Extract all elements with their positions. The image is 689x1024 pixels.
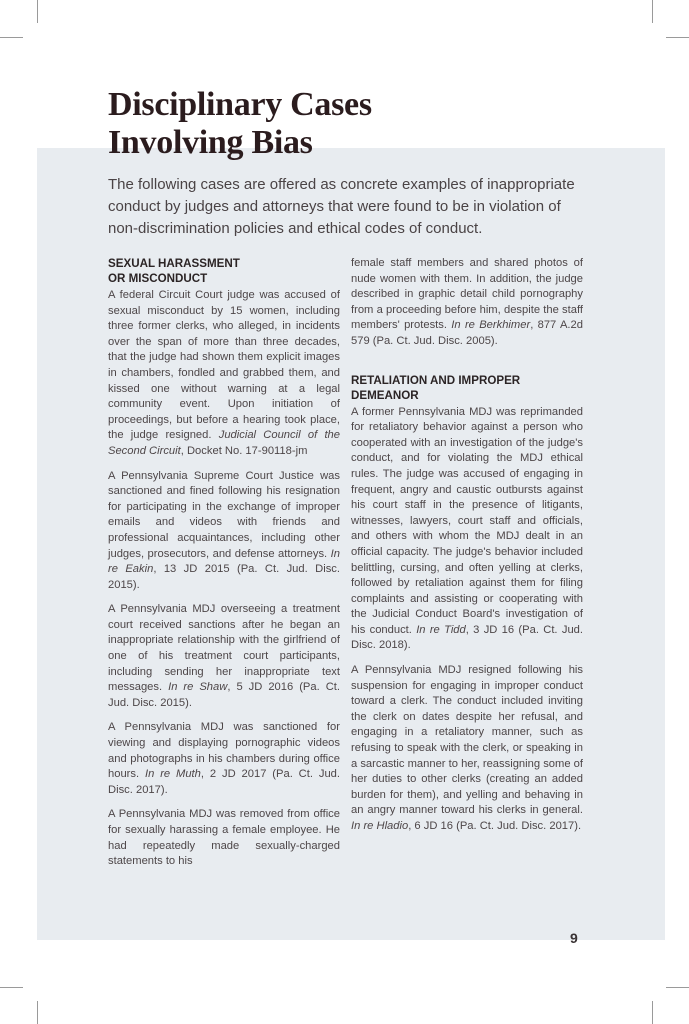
heading-line: SEXUAL HARASSMENT — [108, 257, 240, 270]
case-citation: In re Hladio — [351, 820, 409, 832]
left-column — [108, 256, 340, 879]
crop-mark — [0, 37, 23, 38]
heading-line: RETALIATION AND IMPROPER — [351, 373, 521, 387]
case-citation-detail: , 13 JD 2015 (Pa. Ct. Jud. Disc. 2015). — [108, 563, 340, 591]
case-paragraph — [108, 602, 340, 711]
page-number: 9 — [570, 930, 578, 946]
case-text: A Pennsylvania MDJ was sanctioned for viewing and displaying pornographic videos and photographs in his chambers during office hours. — [108, 721, 340, 781]
section-heading-retaliation — [351, 373, 583, 403]
crop-mark — [0, 987, 23, 988]
case-paragraph-continuation — [351, 256, 583, 350]
case-citation: In re Berkhimer — [451, 319, 531, 332]
crop-mark — [37, 0, 38, 23]
case-citation: In re Shaw — [168, 681, 228, 694]
crop-mark — [652, 0, 653, 23]
title-line: Disciplinary Cases — [108, 86, 372, 123]
case-text: A federal Circuit Court judge was accused of sexual misconduct by 15 women, including three former clerks, who alleged, in incidents over the span of more than three decades, that the judge had shown them explicit images in chambers, fondled and grabbed them, and kissed one without warning at a legal community event. Upon initiation of proceedings, but before a hearing took place, the judge resigned. — [108, 289, 340, 442]
title-line: Involving Bias — [108, 124, 313, 161]
case-paragraph — [351, 405, 583, 655]
case-citation: In re Tidd — [416, 623, 466, 636]
crop-mark — [666, 37, 689, 38]
crop-mark — [666, 987, 689, 988]
case-text: A Pennsylvania MDJ was removed from office for sexually harassing a female employee. He had repeatedly made sexually-charged statements to his — [108, 808, 340, 868]
case-paragraph-continued — [108, 807, 340, 869]
case-citation-detail: , 3 JD 16 (Pa. Ct. Jud. Disc. 2018). — [351, 623, 583, 652]
right-column — [351, 256, 583, 844]
section-heading-sexual-harassment — [108, 256, 340, 286]
crop-mark — [652, 1001, 653, 1024]
intro-paragraph: The following cases are offered as concrete examples of inappropriate conduct by judges and attorneys that were found to be in violation of non-discrimination policies and ethical codes of conduct. — [108, 176, 575, 237]
case-paragraph — [108, 469, 340, 594]
heading-line: OR MISCONDUCT — [108, 272, 208, 285]
case-text: female staff members and shared photos of nude women with them. In addition, the judge described in graphic detail child pornography from a proceeding before him, despite the staff members' protests. — [351, 257, 583, 332]
case-paragraph — [351, 663, 583, 835]
case-citation: Judicial Council of the Second Circuit — [108, 429, 340, 457]
case-text: A former Pennsylvania MDJ was reprimanded for retaliatory behavior against a person who cooperated with an investigation of the judge's conduct, and for violating the MDJ ethical rules. The judge was accused of engaging in frequent, angry and caustic outbursts against his court staff in the presence of litigants, witnesses, lawyers, court staff and officials, and others with whom the MDJ dealt in an official capacity. The judge's behavior included belittling, cursing, and often yelling at clerks, followed by retaliation against them for filing complaints and assisting or cooperating with the Judicial Conduct Board's investigation of his conduct. — [351, 405, 583, 636]
page-title — [108, 86, 372, 162]
heading-line: DEMEANOR — [351, 388, 419, 402]
case-citation-detail: , 2 JD 2017 (Pa. Ct. Jud. Disc. 2017). — [108, 768, 341, 796]
case-citation-detail: , 877 A.2d 579 (Pa. Ct. Jud. Disc. 2005). — [351, 319, 583, 347]
crop-mark — [37, 1001, 38, 1024]
case-text: A Pennsylvania MDJ resigned following his suspension for engaging in improper conduct toward a clerk. The conduct included inviting the clerk on dates despite her refusal, and engaging in a retaliatory manner, such as refusing to speak with the clerk, or speaking in a sarcastic manner to her, reassigning some of her duties to other clerks (creating an added burden for them), and yelling and behaving in an angry manner toward his clerks in general. — [351, 664, 583, 817]
case-citation: In re Muth — [144, 768, 201, 781]
case-citation-detail: , Docket No. 17-90118-jm — [180, 444, 308, 457]
case-text: A Pennsylvania Supreme Court Justice was sanctioned and fined following his resignation for participating in the exchange of improper emails and videos with friends and professional acquaintances, including other judges, prosecutors, and defense attorneys. — [108, 469, 340, 560]
case-text: A Pennsylvania MDJ overseeing a treatment court received sanctions after he began an inappropriate relationship with the girlfriend of one of his treatment court participants, including sending her inappropriate text messages. — [108, 603, 340, 694]
case-citation: In re Eakin — [108, 547, 340, 576]
case-paragraph — [108, 720, 340, 798]
case-citation-detail: , 6 JD 16 (Pa. Ct. Jud. Disc. 2017). — [408, 820, 582, 832]
case-paragraph — [108, 288, 340, 460]
case-citation-detail: , 5 JD 2016 (Pa. Ct. Jud. Disc. 2015). — [108, 681, 340, 709]
section-spacer — [351, 359, 583, 373]
